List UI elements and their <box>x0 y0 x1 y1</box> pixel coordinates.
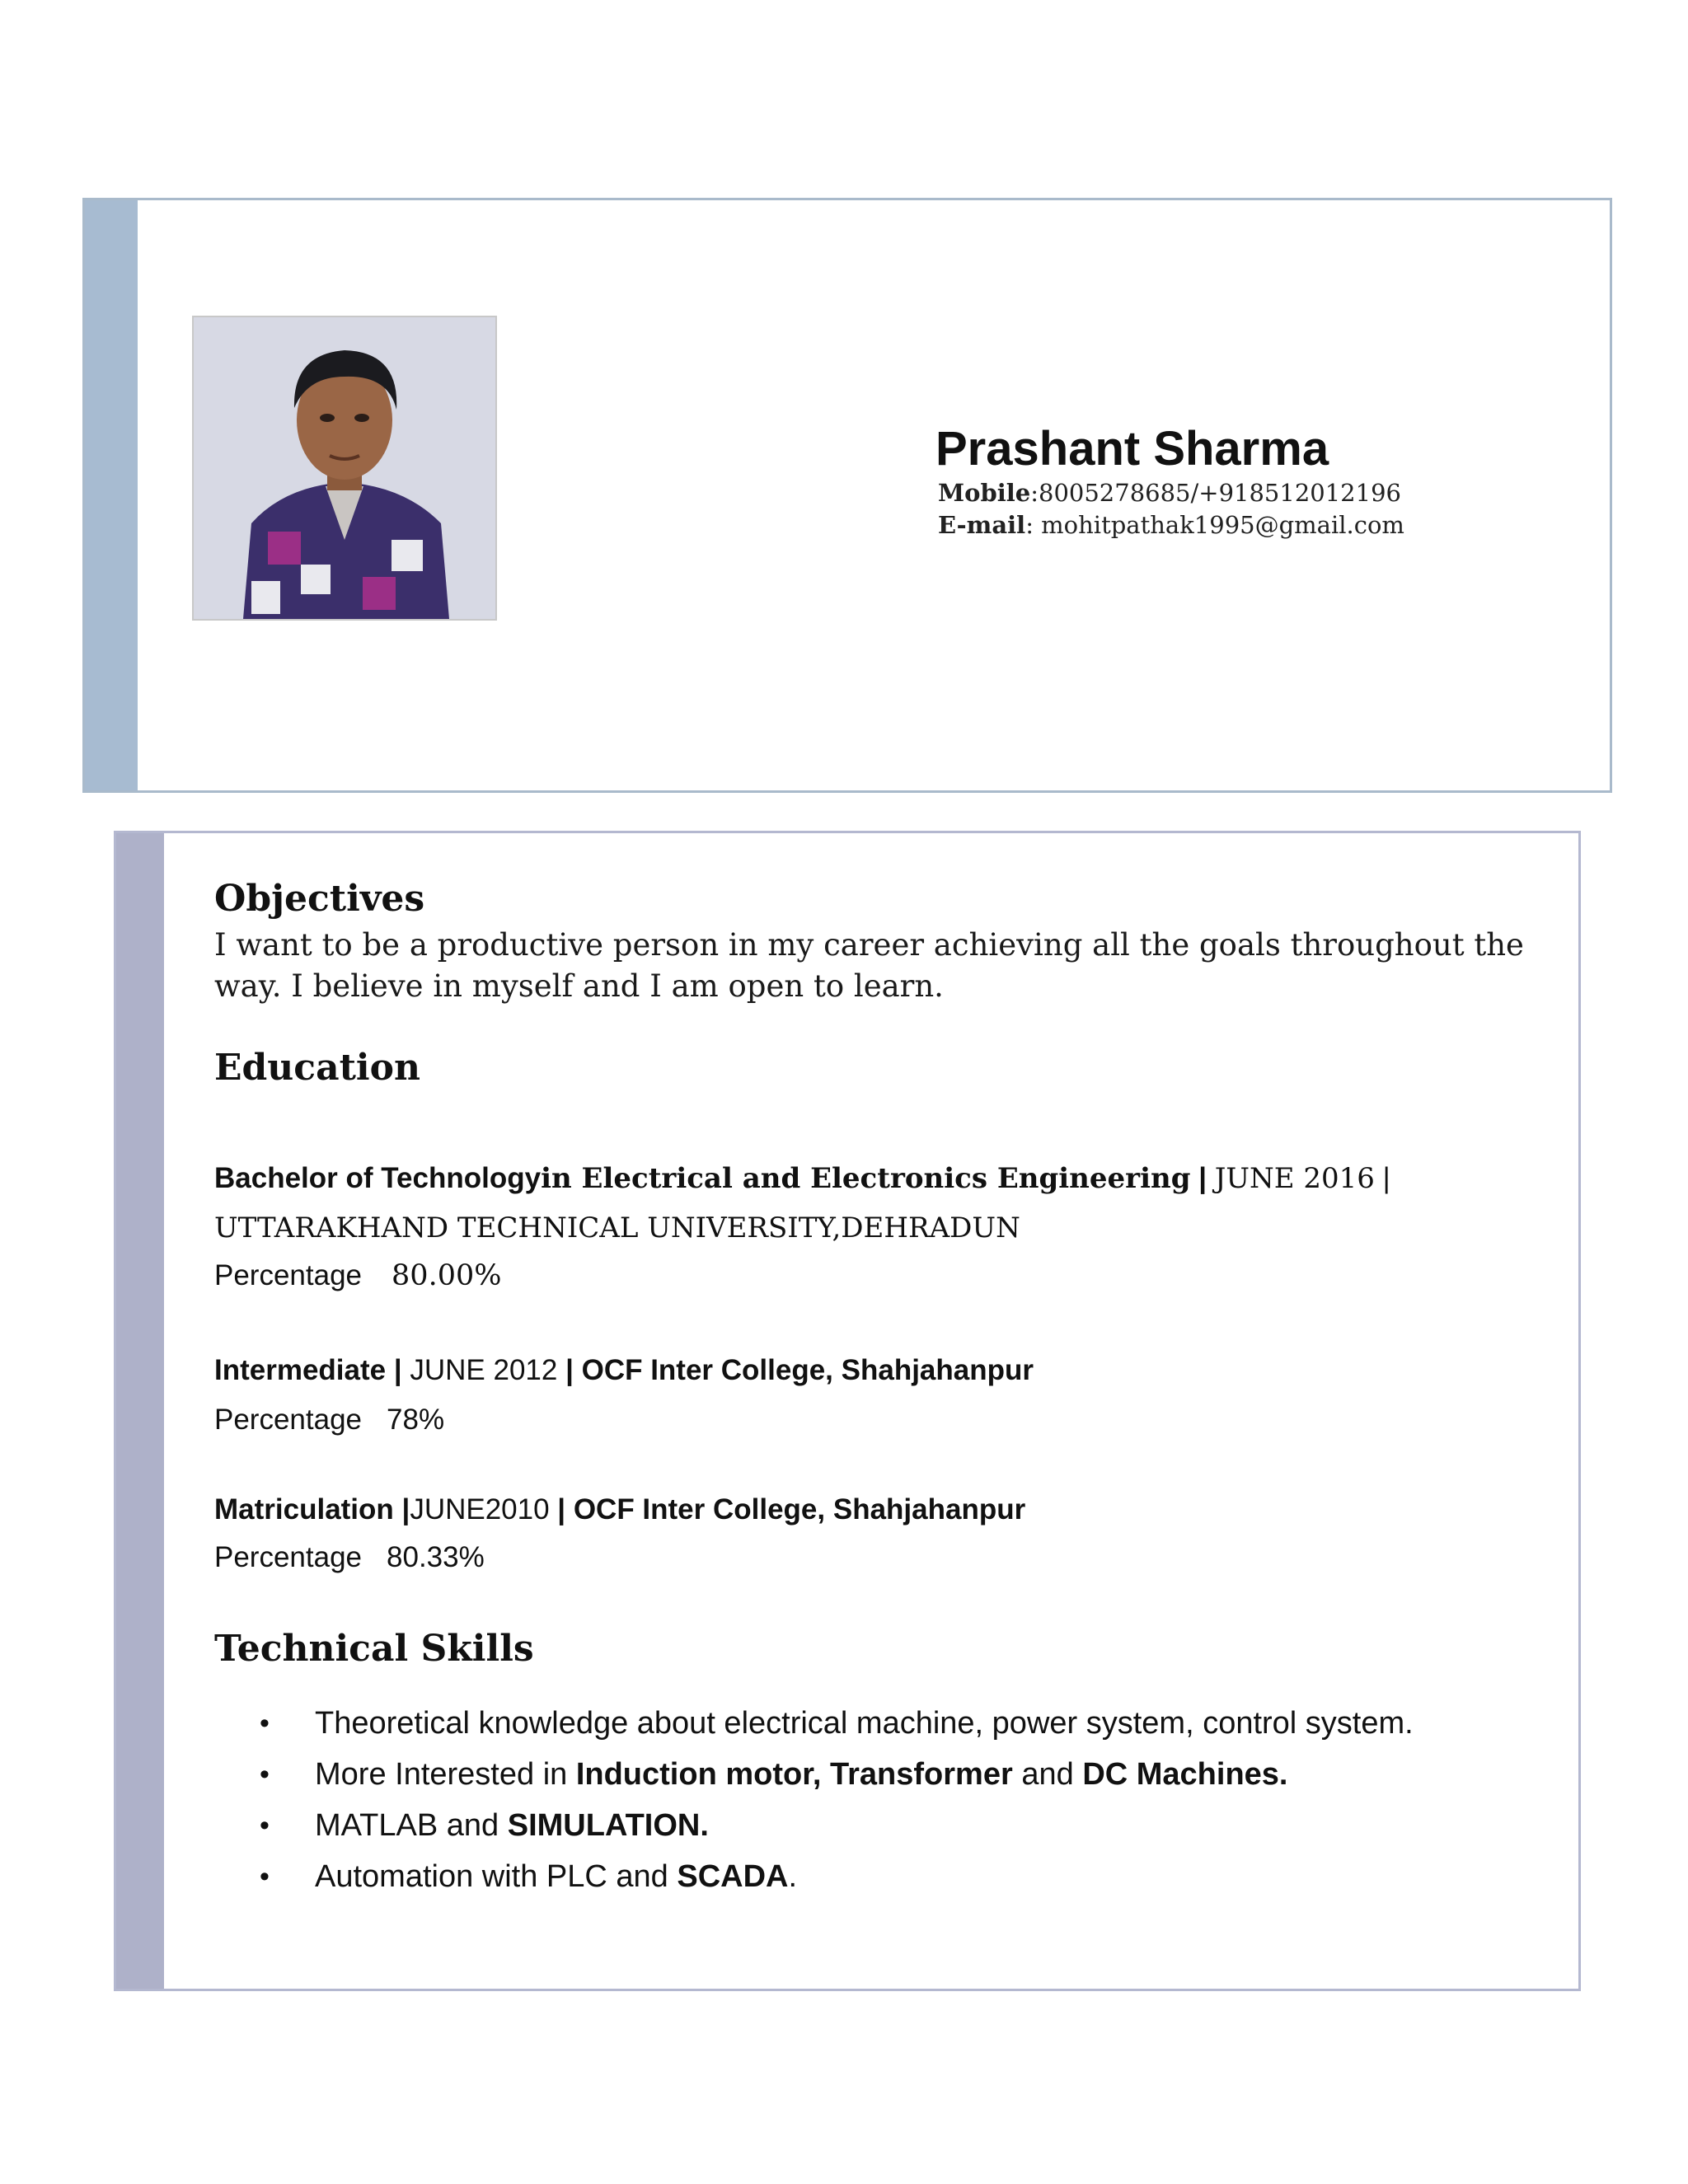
intermediate-percentage-line <box>214 1404 444 1436</box>
email-label: E-mail <box>938 511 1026 539</box>
person-photo-icon <box>194 317 495 619</box>
email-value: : mohitpathak1995@gmail.com <box>1025 511 1404 539</box>
btech-sep2: | <box>1374 1162 1390 1194</box>
skill-item <box>214 1698 1414 1749</box>
skills-title: Technical Skills <box>214 1628 534 1670</box>
btech-percentage-line <box>214 1259 502 1292</box>
skill-item-2-bold-b: DC Machines. <box>1082 1757 1288 1792</box>
mobile-label: Mobile <box>938 479 1031 507</box>
btech-percentage-label: Percentage <box>214 1259 363 1291</box>
btech-percentage: 80.00% <box>392 1259 502 1292</box>
skill-item-2-bold-a: Induction motor, Transformer <box>575 1757 1013 1792</box>
intermediate-level: Intermediate | <box>214 1354 402 1386</box>
objectives-text: I want to be a productive person in my career achieving all the goals throughout the way. I believe in myself and I am open to learn. <box>214 927 1524 1004</box>
header-accent-bar <box>85 200 138 790</box>
main-accent-bar <box>116 833 164 1989</box>
objectives-title: Objectives <box>214 878 425 920</box>
matriculation-line <box>214 1493 1025 1526</box>
email-line <box>938 511 1404 539</box>
matriculation-percentage: 80.33% <box>387 1541 485 1573</box>
btech-date: JUNE 2016 <box>1214 1162 1375 1195</box>
skill-item-3-text: MATLAB and <box>315 1808 508 1843</box>
skill-item <box>214 1749 1414 1800</box>
skill-item-4-text: Automation with PLC and <box>315 1859 678 1894</box>
btech-degree: Bachelor of Technology <box>214 1162 542 1194</box>
skill-item-2-text: More Interested in <box>315 1757 576 1792</box>
header-section <box>82 198 1612 793</box>
btech-institution: UTTARAKHAND TECHNICAL UNIVERSITY,DEHRADUN <box>214 1212 1020 1244</box>
skill-item-2-mid: and <box>1012 1757 1083 1792</box>
intermediate-institution: | OCF Inter College, Shahjahanpur <box>565 1354 1034 1386</box>
profile-photo <box>192 316 497 621</box>
intermediate-percentage-label: Percentage <box>214 1404 363 1436</box>
skill-item-4-bold: SCADA <box>677 1859 789 1894</box>
person-name: Prashant Sharma <box>935 422 1329 476</box>
intermediate-line <box>214 1354 1034 1387</box>
matriculation-date: JUNE2010 <box>410 1493 558 1526</box>
mobile-value: :8005278685/+918512012196 <box>1030 479 1401 507</box>
matriculation-level: Matriculation | <box>214 1493 410 1526</box>
matriculation-percentage-label: Percentage <box>214 1541 363 1573</box>
education-title: Education <box>214 1047 420 1089</box>
btech-line <box>214 1162 1390 1195</box>
skill-item <box>214 1800 1414 1851</box>
skill-item-4-end: . <box>788 1859 798 1894</box>
matriculation-institution: | OCF Inter College, Shahjahanpur <box>557 1493 1026 1526</box>
matriculation-percentage-line <box>214 1541 485 1574</box>
skill-item-3-bold: SIMULATION. <box>507 1808 709 1843</box>
skill-item <box>214 1851 1414 1902</box>
btech-sep1: | <box>1190 1162 1215 1194</box>
skill-item-1-text: Theoretical knowledge about electrical machine, power system, control system. <box>315 1706 1414 1741</box>
skills-list <box>214 1698 1414 1902</box>
intermediate-date: JUNE 2012 <box>401 1354 566 1386</box>
intermediate-percentage: 78% <box>387 1404 445 1436</box>
btech-field: in Electrical and Electronics Engineering <box>541 1162 1191 1195</box>
mobile-line <box>938 479 1401 507</box>
